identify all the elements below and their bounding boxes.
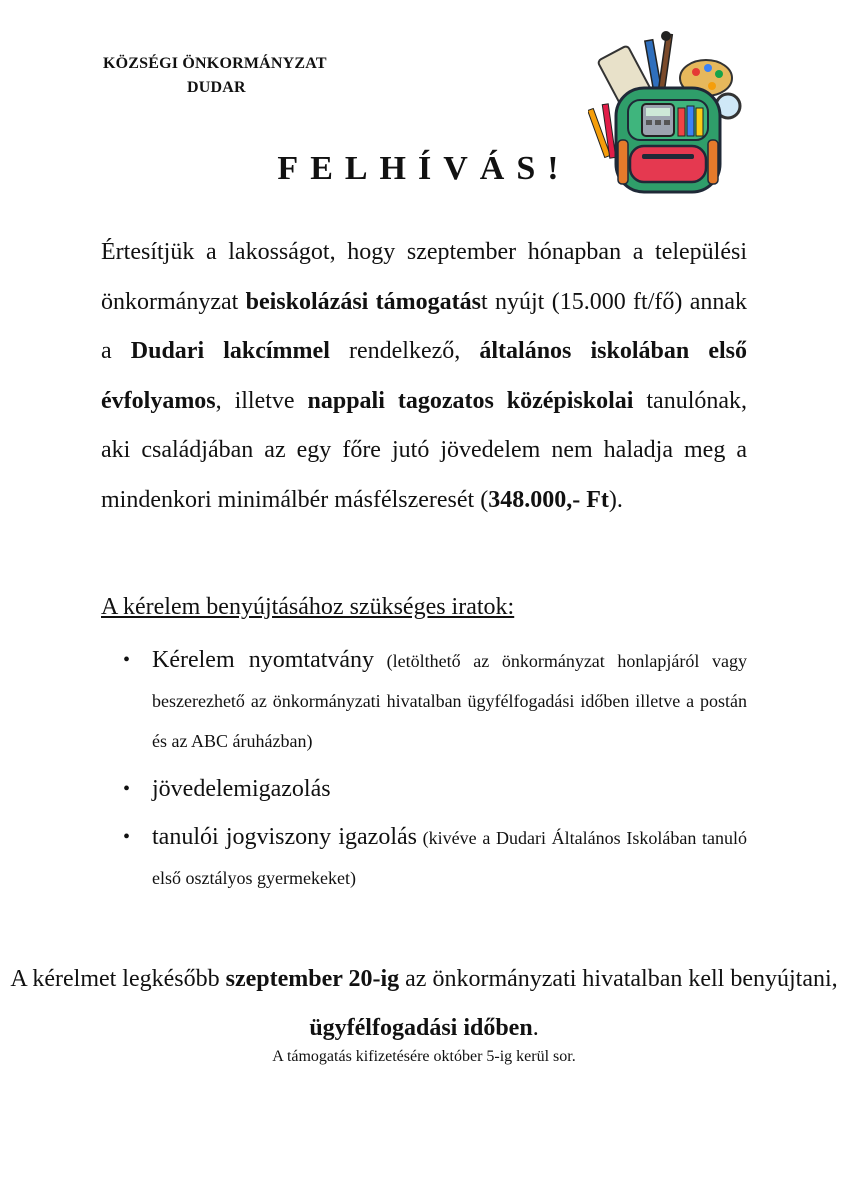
deadline-text: az önkormányzati hivatalban kell benyújtani, <box>399 966 838 992</box>
bullet-icon: • <box>123 778 131 800</box>
list-item-main: Kérelem nyomtatvány <box>152 647 375 673</box>
list-item-main: tanulói jogviszony igazolás <box>152 824 417 850</box>
intro-text: rendelkező, <box>329 338 480 364</box>
intro-emphasis: általános iskolában első évfolyamos <box>101 338 747 414</box>
intro-emphasis: nappali tagozatos középiskolai <box>307 387 634 414</box>
intro-emphasis: beiskolázási támogatás <box>245 288 481 315</box>
deadline-emphasis: szeptember 20-ig <box>225 966 400 992</box>
deadline-text: . <box>532 1015 539 1041</box>
bullet-icon: • <box>123 649 131 671</box>
issuer-header <box>103 52 327 100</box>
deadline-notice <box>0 955 848 1053</box>
requirements-heading: A kérelem benyújtásához szükséges iratok: <box>101 594 515 620</box>
intro-text: , illetve <box>215 387 308 414</box>
deadline-emphasis: ügyfélfogadási időben <box>309 1015 533 1041</box>
list-item-detail: (kivéve a Dudari Általános Iskolában tanuló első osztályos gyermekeket) <box>152 828 747 888</box>
deadline-text: A kérelmet legkésőbb <box>10 966 226 992</box>
issuer-name: KÖZSÉGI ÖNKORMÁNYZAT <box>103 55 327 72</box>
payout-note: A támogatás kifizetésére október 5-ig kerül sor. <box>272 1048 576 1065</box>
issuer-town: DUDAR <box>187 79 246 96</box>
list-item <box>101 769 747 809</box>
list-item-detail: (letölthető az önkormányzat honlapjáról vagy beszerezhető az önkormányzati hivatalban ügyfélfogadási időben illetve a postán és az ABC áruházban) <box>152 651 747 751</box>
intro-emphasis: Dudari lakcímmel <box>130 338 330 364</box>
intro-paragraph <box>101 228 747 525</box>
intro-text: Értesítjük a lakosságot, hogy szeptember hónapban a települési önkormányzat <box>101 239 747 315</box>
intro-text: tanulónak, aki családjában az egy főre jutó jövedelem nem haladja meg a mindenkori minimálbér másfélszeresét ( <box>101 387 748 513</box>
list-item <box>101 640 747 761</box>
list-item <box>101 817 747 898</box>
intro-emphasis: 348.000,- Ft <box>488 486 609 513</box>
intro-text: ). <box>608 486 623 513</box>
bullet-icon: • <box>123 826 131 848</box>
requirements-list <box>101 640 747 898</box>
list-item-main: jövedelemigazolás <box>152 776 331 802</box>
intro-text: t nyújt (15.000 ft/fő) annak a <box>101 288 747 364</box>
notice-title: FELHÍVÁS! <box>277 150 571 187</box>
